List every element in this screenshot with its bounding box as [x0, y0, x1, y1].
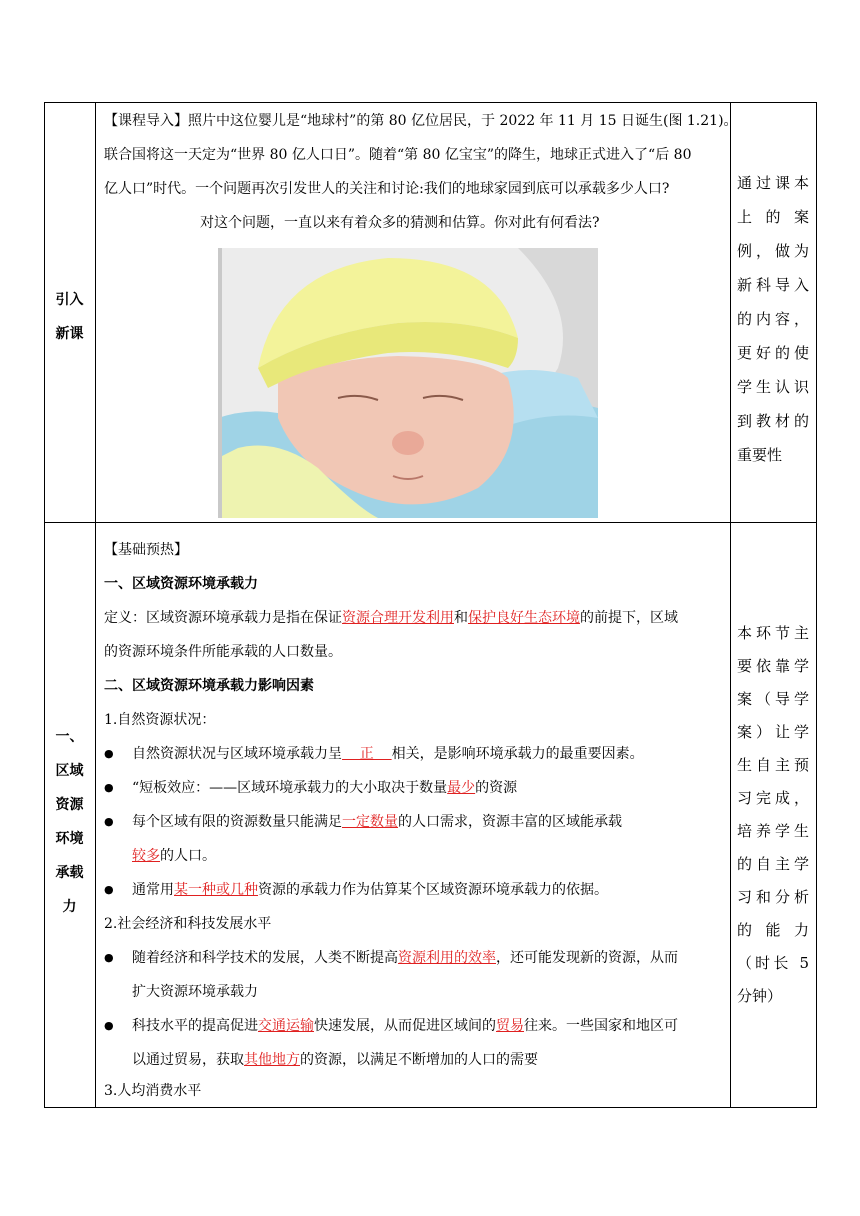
- bullet-dot: ●: [104, 815, 114, 828]
- bullet-dot: ●: [104, 883, 114, 896]
- row1-teacher-note: 通过课本 上的案 例，做为 新科导入 的内容， 更好的使 学生认识 到教材的 重要性: [737, 174, 809, 464]
- bullet-dot: ●: [104, 781, 114, 794]
- row-label-carrying-capacity: 一、 区域 资源 环境 承载 力: [55, 729, 84, 915]
- row-label-intro: 引入 新课: [55, 292, 84, 342]
- bullet-dot: ●: [104, 1019, 114, 1032]
- row2-teacher-note: 本环节主 要依靠学 案（导学 案）让学 生自主预 习完成， 培养学生 的自主学 习和分析 的能力 （时长 5 分钟）: [737, 624, 809, 1005]
- newborn-baby-image: [218, 248, 598, 518]
- baby-photo: [218, 248, 598, 518]
- bullet-dot: ●: [104, 747, 114, 760]
- bullet-dot: ●: [104, 951, 114, 964]
